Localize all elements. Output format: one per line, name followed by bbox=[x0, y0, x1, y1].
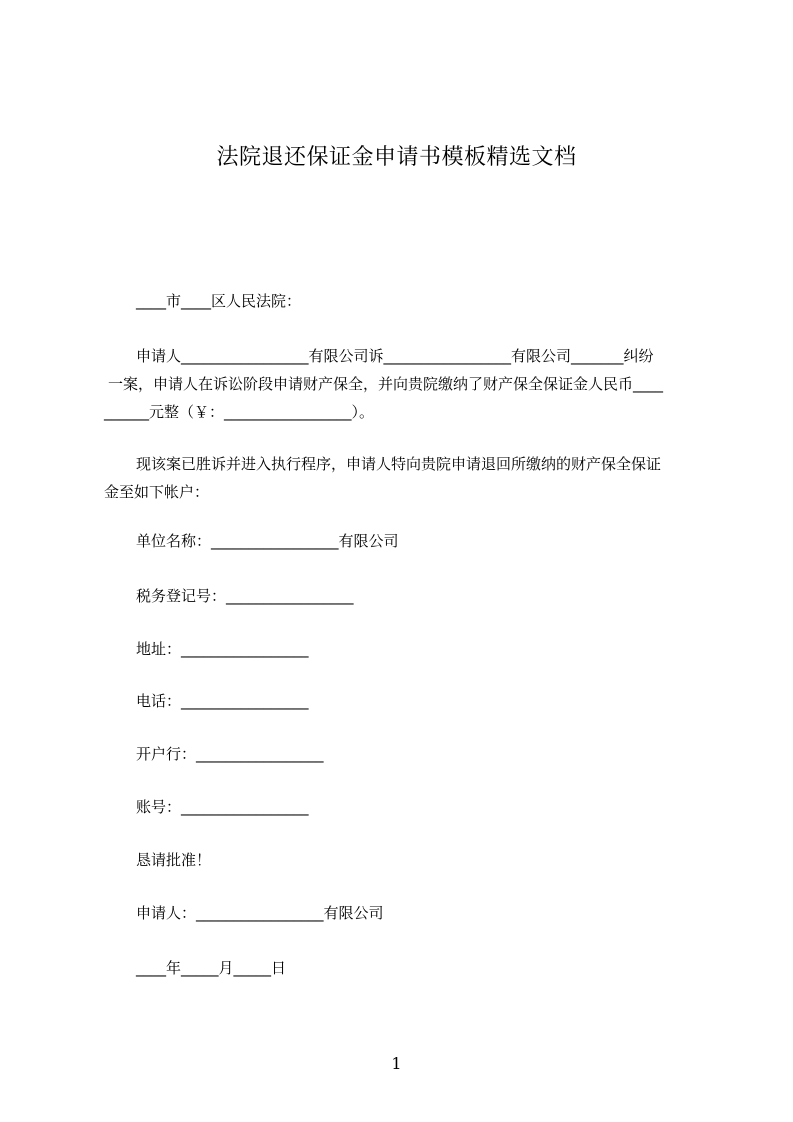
paragraph-request-line-2: 金至如下帐户： bbox=[104, 483, 210, 501]
paragraph-case-info bbox=[104, 342, 663, 426]
date-line: ____年_____月_____日 bbox=[136, 959, 287, 977]
field-address: 地址：_________________ bbox=[136, 640, 309, 658]
field-account: 账号：_________________ bbox=[136, 798, 309, 816]
paragraph-case-info-line-3: ______元整（￥：_________________）。 bbox=[104, 403, 375, 421]
page-number: 1 bbox=[391, 1054, 402, 1073]
field-unit-name: 单位名称：_________________有限公司 bbox=[136, 532, 399, 550]
paragraph-request-line-1: 现该案已胜诉并进入执行程序，申请人特向贵院申请退回所缴纳的财产保全保证 bbox=[136, 455, 662, 473]
closing-line: 恳请批准！ bbox=[136, 851, 212, 869]
field-bank: 开户行：_________________ bbox=[136, 745, 324, 763]
document-title: 法院退还保证金申请书模板精选文档 bbox=[216, 145, 577, 170]
addressee-line: ____市____区人民法院： bbox=[136, 292, 302, 310]
paragraph-case-info-line-1: 申请人_________________有限公司诉_________________有限公司_______纠纷 bbox=[136, 347, 654, 365]
field-phone: 电话：_________________ bbox=[136, 692, 309, 710]
paragraph-case-info-line-2: 一案，申请人在诉讼阶段申请财产保全，并向贵院缴纳了财产保全保证金人民币____ bbox=[108, 375, 664, 393]
applicant-signature-line: 申请人：_________________有限公司 bbox=[136, 904, 384, 922]
paragraph-request bbox=[104, 450, 661, 506]
field-tax-number: 税务登记号：_________________ bbox=[136, 587, 354, 605]
